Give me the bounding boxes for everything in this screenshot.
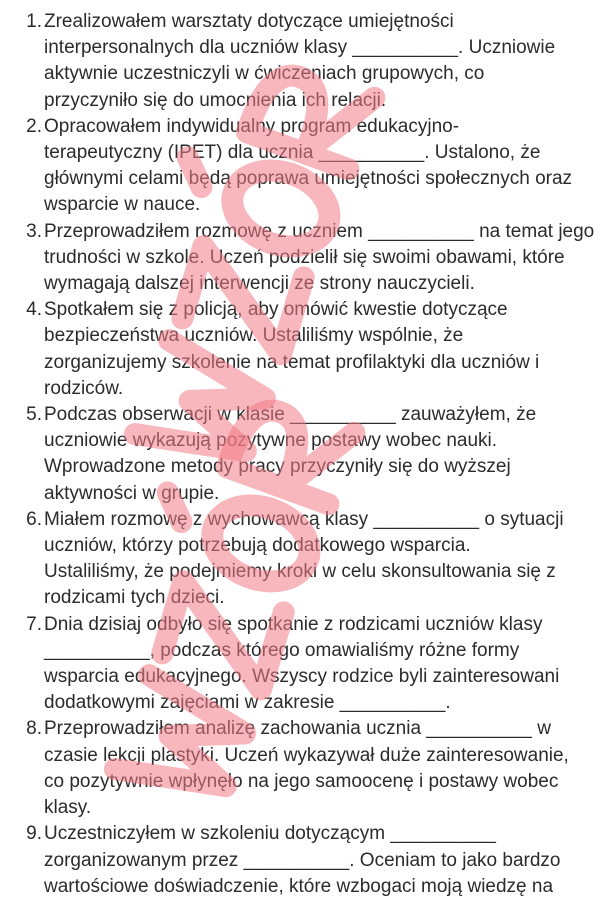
item-text-line: aktywnie uczestniczyli w ćwiczeniach grupowych, co	[44, 63, 485, 85]
list-item	[0, 507, 600, 612]
item-text-line: przyczyniło się do umocnienia ich relacji.	[44, 89, 387, 111]
item-text-line: trudności w szkole. Uczeń podzielił się swoimi obawami, które	[44, 246, 565, 268]
list-item	[0, 716, 600, 821]
item-text-line: rodziców.	[44, 377, 124, 399]
list-item	[0, 297, 600, 402]
item-number: 4.	[26, 299, 42, 321]
item-text-line: Uczestniczyłem w szkoleniu dotyczącym __________	[44, 823, 496, 845]
item-text-line: uczniowie wykazują pozytywne postawy wobec nauki.	[44, 430, 498, 452]
item-text-line: wartościowe doświadczenie, które wzbogaci moją wiedzę na	[44, 875, 554, 897]
item-text-line: co pozytywnie wpłynęło na jego samoocenę i postawy wobec	[44, 770, 559, 792]
list-item	[0, 612, 600, 717]
item-text-line: zorganizowanym przez __________. Oceniam to jako bardzo	[44, 849, 561, 871]
item-text-line: dodatkowymi zajęciami w zakresie __________.	[44, 692, 451, 714]
item-number: 6.	[26, 508, 42, 530]
numbered-list	[0, 9, 600, 900]
item-text-line: wsparcia edukacyjnego. Wszyscy rodzice byli zainteresowani	[44, 666, 560, 688]
list-item	[0, 114, 600, 219]
item-text-line: Przeprowadziłem analizę zachowania ucznia __________ w	[44, 718, 551, 740]
list-item	[0, 821, 600, 900]
item-number: 7.	[26, 613, 42, 635]
item-text-line: rodzicami tych dzieci.	[44, 587, 225, 609]
item-text-line: czasie lekcji plastyki. Uczeń wykazywał duże zainteresowanie,	[44, 744, 569, 766]
item-text-line: interpersonalnych dla uczniów klasy __________. Uczniowie	[44, 37, 556, 59]
item-text-line: Przeprowadziłem rozmowę z uczniem __________ na temat jego	[44, 220, 595, 242]
item-text-line: terapeutyczny (IPET) dla ucznia __________. Ustalono, że	[44, 142, 541, 164]
item-text-line: Opracowałem indywidualny program edukacyjno-	[44, 115, 460, 137]
item-text-line: aktywności w grupie.	[44, 482, 220, 504]
item-number: 9.	[26, 823, 42, 845]
list-item	[0, 9, 600, 114]
item-text-line: Miałem rozmowę z wychowawcą klasy __________ o sytuacji	[44, 508, 564, 530]
list-item	[0, 219, 600, 298]
item-number: 5.	[26, 404, 42, 426]
item-text-line: Podczas obserwacji w klasie __________ zauważyłem, że	[44, 404, 537, 426]
item-text-line: klasy.	[44, 797, 92, 819]
item-text-line: bezpieczeństwa uczniów. Ustaliliśmy wspólnie, że	[44, 325, 464, 347]
item-text-line: wsparcie w nauce.	[44, 194, 201, 216]
item-text-line: wymagają dalszej interwencji ze strony nauczycieli.	[44, 273, 475, 295]
item-text-line: Wprowadzone metody pracy przyczyniły się do wyższej	[44, 456, 511, 478]
item-text-line: Ustaliliśmy, że podejmiemy kroki w celu skonsultowania się z	[44, 561, 556, 583]
item-number: 8.	[26, 718, 42, 740]
item-number: 1.	[26, 11, 42, 32]
item-text-line: Spotkałem się z policją, aby omówić kwestie dotyczące	[44, 299, 508, 321]
item-text-line: Zrealizowałem warsztaty dotyczące umiejętności	[44, 11, 454, 32]
item-number: 2.	[26, 115, 42, 137]
item-text-line: głównymi celami będą poprawa umiejętności społecznych oraz	[44, 168, 573, 190]
item-text-line: zorganizujemy szkolenie na temat profilaktyki dla uczniów i	[44, 351, 540, 373]
item-text-line: Dnia dzisiaj odbyło się spotkanie z rodzicami uczniów klasy	[44, 613, 543, 635]
list-item	[0, 402, 600, 507]
item-text-line: uczniów, którzy potrzebują dodatkowego wsparcia.	[44, 535, 471, 557]
item-text-line: __________, podczas którego omawialiśmy różne formy	[44, 639, 520, 661]
item-number: 3.	[26, 220, 42, 242]
